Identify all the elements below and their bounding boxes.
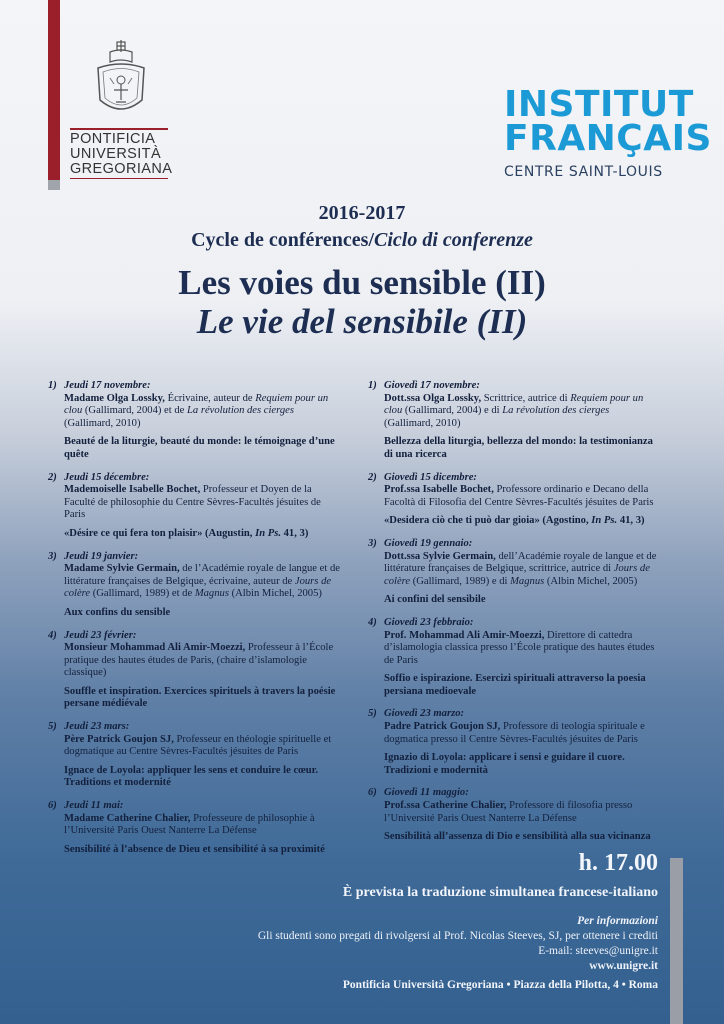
university-seal-icon bbox=[92, 40, 150, 120]
decorative-grey-bar bbox=[670, 858, 683, 1024]
info-title: Per informazioni bbox=[577, 915, 658, 927]
lecture-item bbox=[40, 380, 340, 462]
lecture-topic-text: Souffle et inspiration. Exercices spirituels à travers la poésie persane médiévale bbox=[64, 685, 336, 710]
institut-line-3: CENTRE SAINT-LOUIS bbox=[504, 164, 663, 180]
lecture-speaker-desc bbox=[64, 734, 340, 759]
speaker-desc-text: (Gallimard, 2010) bbox=[384, 417, 461, 429]
lecture-topic-text: In Ps. bbox=[255, 527, 281, 539]
lecture-number: 5) bbox=[368, 708, 377, 720]
speaker-name: Père Patrick Goujon SJ, bbox=[64, 733, 174, 745]
speaker-desc-text: Professeur en théologie spirituelle et dogmatique au Centre Sèvres-Facultés jésuites de Paris bbox=[64, 733, 332, 758]
pug-rule-bottom bbox=[70, 178, 168, 180]
speaker-desc-text: Écrivaine, auteur de bbox=[164, 392, 256, 404]
translation-note: È prevista la traduzione simultanea francese-italiano bbox=[342, 885, 658, 900]
lecture-item bbox=[40, 800, 340, 856]
lecture-speaker-desc bbox=[384, 551, 660, 589]
lecture-topic bbox=[64, 844, 340, 857]
speaker-desc-text: Professeure de philosophie à l’Université Paris Ouest Nanterre La Défense bbox=[64, 812, 315, 837]
speaker-desc-text: de l’Académie royale de langue et de littérature françaises de Belgique, écrivaine, auteur de bbox=[64, 563, 340, 587]
speaker-desc-text: (Gallimard, 2004) e di bbox=[402, 405, 503, 417]
lecture-topic-text: Sensibilité à l’absence de Dieu et sensibilité à sa proximité bbox=[64, 843, 325, 855]
lecture-topic bbox=[384, 594, 660, 607]
speaker-desc-text: (Albin Michel, 2005) bbox=[228, 588, 322, 600]
decorative-grey-cap bbox=[48, 180, 60, 190]
lecture-speaker-desc bbox=[384, 800, 660, 825]
speaker-name: Madame Olga Lossky, bbox=[64, 392, 165, 404]
lecture-item bbox=[40, 551, 340, 620]
lecture-number: 6) bbox=[48, 800, 57, 812]
pug-name bbox=[70, 128, 180, 179]
lectures-italian bbox=[360, 380, 660, 844]
main-title-fr: Les voies du sensible (II) bbox=[178, 263, 546, 302]
lecture-speaker-desc bbox=[384, 721, 660, 746]
speaker-name: Dott.ssa Olga Lossky, bbox=[384, 392, 482, 404]
speaker-desc-text: Professeur à l’École pratique des hautes études de Paris, (chaire d’islamologie classique) bbox=[64, 642, 334, 679]
lecture-date: Giovedì 23 febbraio: bbox=[384, 616, 474, 628]
institut-line-1: INSTITUT bbox=[504, 84, 694, 125]
lecture-topic bbox=[64, 436, 340, 461]
lecture-item bbox=[360, 787, 660, 843]
cycle-fr: Cycle de conférences/ bbox=[191, 229, 375, 251]
lecture-topic bbox=[64, 607, 340, 620]
lecture-date: Jeudi 23 février: bbox=[64, 629, 137, 641]
institut-francais-logo bbox=[504, 84, 712, 180]
lecture-date: Jeudi 15 décembre: bbox=[64, 471, 150, 483]
speaker-name: Prof.ssa Isabelle Bochet, bbox=[384, 484, 494, 496]
lecture-speaker-desc bbox=[384, 484, 660, 509]
info-email[interactable]: E-mail: steeves@unigre.it bbox=[538, 945, 658, 957]
lecture-date: Giovedì 15 dicembre: bbox=[384, 471, 477, 483]
speaker-desc-text: Professore ordinario e Decano della Facoltà di Filosofia del Centre Sèvres-Facultés jésuites de Paris bbox=[384, 484, 654, 508]
lecture-topic bbox=[384, 673, 660, 698]
lectures-french bbox=[40, 380, 340, 856]
speaker-name: Mademoiselle Isabelle Bochet, bbox=[64, 484, 201, 496]
lecture-topic-text: 41, 3) bbox=[617, 515, 645, 527]
lecture-topic-text: In Ps. bbox=[591, 515, 618, 527]
book-title: Jours de colère bbox=[384, 563, 650, 587]
speaker-name: Monsieur Mohammad Ali Amir-Moezzi, bbox=[64, 642, 246, 654]
speaker-name: Madame Sylvie Germain, bbox=[64, 563, 180, 575]
lecture-topic-text: 41, 3) bbox=[280, 527, 309, 539]
speaker-name: Madame Catherine Chalier, bbox=[64, 812, 191, 824]
info-credits: Gli studenti sono pregati di rivolgersi al Prof. Nicolas Steeves, SJ, per ottenere i crediti bbox=[257, 930, 658, 942]
address: Pontificia Università Gregoriana • Piazza della Pilotta, 4 • Roma bbox=[342, 979, 658, 991]
lecture-topic bbox=[384, 436, 660, 461]
lecture-speaker-desc bbox=[384, 630, 660, 668]
lecture-topic-text: «Desidera ciò che ti può dar gioia» (Agostino, bbox=[384, 515, 592, 527]
lecture-date: Giovedì 17 novembre: bbox=[384, 380, 480, 391]
speaker-desc-text: Scrittrice, autrice di bbox=[481, 392, 571, 404]
lecture-item bbox=[360, 380, 660, 462]
lecture-topic bbox=[384, 752, 660, 777]
lecture-topic-text: Ignazio di Loyola: applicare i sensi e guidare il cuore. Tradizioni e modernità bbox=[384, 752, 625, 776]
book-title: Requiem pour un clou bbox=[64, 392, 329, 417]
book-title: Magnus bbox=[510, 575, 545, 587]
lecture-item bbox=[40, 721, 340, 790]
book-title: Jours de colère bbox=[64, 575, 332, 600]
lecture-date: Jeudi 17 novembre: bbox=[64, 380, 151, 391]
main-title-it: Le vie del sensibile (II) bbox=[196, 302, 528, 341]
decorative-red-bar bbox=[48, 0, 60, 180]
speaker-desc-text: Professeur et Doyen de la Faculté de philosophie du Centre Sèvres-Facultés jésuites de Paris bbox=[64, 484, 321, 521]
lecture-topic-text: Sensibilità all’assenza di Dio e sensibilità alla sua vicinanza bbox=[384, 831, 651, 843]
lecture-speaker-desc bbox=[64, 813, 340, 838]
lecture-speaker-desc bbox=[64, 484, 340, 522]
lecture-date: Jeudi 19 janvier: bbox=[64, 550, 139, 562]
pug-rule-top bbox=[70, 128, 168, 130]
lecture-topic bbox=[64, 765, 340, 790]
lecture-item bbox=[40, 472, 340, 541]
lecture-number: 1) bbox=[368, 380, 377, 391]
speaker-desc-text: Professore di filosofia presso l’Université Paris Ouest Nanterre La Défense bbox=[384, 800, 633, 824]
lecture-item bbox=[360, 538, 660, 607]
poster-header bbox=[0, 200, 724, 342]
lecture-speaker-desc bbox=[64, 642, 340, 680]
book-title: La révolution des cierges bbox=[502, 405, 610, 417]
lecture-number: 2) bbox=[48, 471, 57, 483]
lecture-item bbox=[40, 630, 340, 712]
lecture-number: 4) bbox=[368, 616, 377, 628]
lecture-number: 3) bbox=[48, 550, 57, 562]
pug-line-3: GREGORIANA bbox=[70, 160, 173, 177]
event-time: h. 17.00 bbox=[578, 850, 658, 876]
lecture-number: 5) bbox=[48, 721, 57, 733]
pug-line-2: UNIVERSITÀ bbox=[70, 145, 162, 162]
speaker-desc-text: (Gallimard, 1989) et de bbox=[90, 588, 195, 600]
pug-line-1: PONTIFICIA bbox=[70, 130, 156, 147]
info-block bbox=[258, 914, 658, 974]
speaker-name: Prof. Mohammad Ali Amir-Moezzi, bbox=[384, 629, 545, 641]
lecture-topic-text: Aux confins du sensible bbox=[64, 606, 171, 618]
lecture-topic bbox=[384, 515, 660, 528]
years: 2016-2017 bbox=[318, 202, 406, 224]
lecture-date: Giovedì 19 gennaio: bbox=[384, 537, 473, 549]
lecture-number: 6) bbox=[368, 787, 377, 799]
lecture-date: Giovedì 11 maggio: bbox=[384, 787, 469, 799]
pug-logo bbox=[70, 40, 180, 181]
lecture-topic-text: Bellezza della liturgia, bellezza del mondo: la testimonianza di una ricerca bbox=[384, 436, 653, 460]
speaker-desc-text: (Gallimard, 1989) e di bbox=[410, 575, 511, 587]
lecture-number: 1) bbox=[48, 380, 57, 391]
lecture-speaker-desc bbox=[64, 563, 340, 601]
speaker-name: Padre Patrick Goujon SJ, bbox=[384, 721, 501, 733]
lecture-topic-text: Beauté de la liturgie, beauté du monde: le témoignage d’une quête bbox=[64, 436, 335, 460]
lecture-speaker-desc bbox=[384, 393, 660, 431]
lecture-speaker-desc bbox=[64, 393, 340, 431]
speaker-desc-text: Professore di teologia spirituale e dogmatica presso il Centre Sèvres-Facultés jésuites de Paris bbox=[384, 721, 645, 745]
lecture-item bbox=[360, 472, 660, 528]
cycle-title bbox=[0, 226, 724, 254]
book-title: La révolution des cierges bbox=[186, 405, 294, 417]
speaker-desc-text: Direttore di cattedra d’islamologia classica presso l’École pratique des hautes études de Paris bbox=[384, 629, 655, 666]
lecture-item bbox=[360, 708, 660, 777]
lecture-number: 4) bbox=[48, 629, 57, 641]
lecture-topic-text: Ignace de Loyola: appliquer les sens et conduire le cœur. Traditions et modernité bbox=[64, 764, 319, 789]
lecture-topic-text: Soffio e ispirazione. Esercizi spirituali attraverso la poesia persiana medioevale bbox=[384, 673, 646, 697]
lecture-number: 2) bbox=[368, 471, 377, 483]
book-title: Magnus bbox=[194, 588, 229, 600]
lecture-topic bbox=[64, 686, 340, 711]
lecture-date: Giovedì 23 marzo: bbox=[384, 708, 465, 720]
lecture-item bbox=[360, 617, 660, 699]
lecture-topic bbox=[64, 528, 340, 541]
lecture-topic-text: Ai confini del sensibile bbox=[384, 594, 486, 606]
info-website[interactable]: www.unigre.it bbox=[589, 960, 658, 972]
speaker-desc-text: (Gallimard, 2010) bbox=[64, 417, 141, 429]
book-title: Requiem pour un clou bbox=[384, 392, 644, 417]
speaker-desc-text: (Gallimard, 2004) et de bbox=[82, 405, 187, 417]
lecture-number: 3) bbox=[368, 537, 377, 549]
lecture-date: Jeudi 11 mai: bbox=[64, 800, 124, 812]
institut-line-2: FRANÇAIS bbox=[504, 118, 712, 159]
speaker-desc-text: (Albin Michel, 2005) bbox=[544, 575, 638, 587]
cycle-it: Ciclo di conferenze bbox=[374, 229, 533, 251]
lecture-topic bbox=[384, 831, 660, 844]
lecture-topic-text: «Désire ce qui fera ton plaisir» (Augustin, bbox=[64, 527, 256, 539]
speaker-name: Dott.ssa Sylvie Germain, bbox=[384, 550, 496, 562]
speaker-name: Prof.ssa Catherine Chalier, bbox=[384, 800, 507, 812]
lecture-date: Jeudi 23 mars: bbox=[64, 721, 130, 733]
speaker-desc-text: dell’Académie royale de langue et de littérature françaises de Belgique, scrittrice, autrice di bbox=[384, 550, 657, 575]
